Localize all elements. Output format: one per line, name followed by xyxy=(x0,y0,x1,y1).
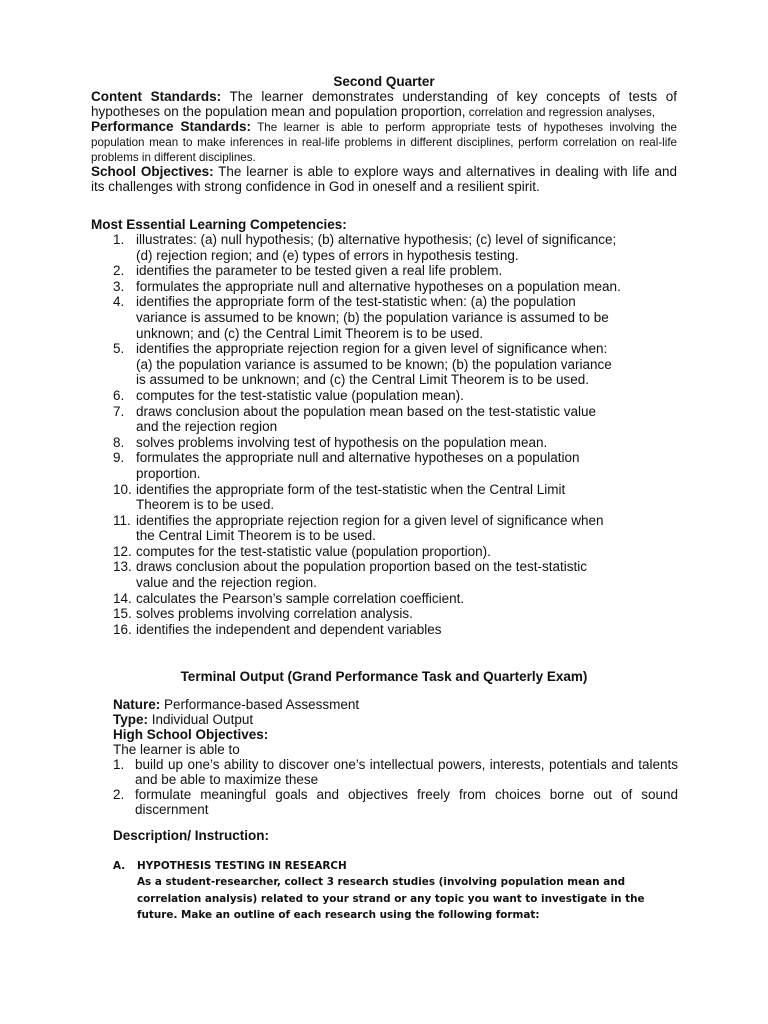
item-line: unknown; and (c) the Central Limit Theorem is to be used. xyxy=(136,325,484,341)
item-line: (a) the population variance is assumed to be known; (b) the population variance xyxy=(136,356,612,372)
item-line: Theorem is to be used. xyxy=(136,497,275,513)
item-line: computes for the test-statistic value (population proportion). xyxy=(136,543,491,559)
item-line: and the rejection region xyxy=(136,419,278,435)
item-number: 16. xyxy=(113,621,132,637)
melc-item xyxy=(91,482,691,513)
section-a xyxy=(113,858,673,923)
item-line: formulates the appropriate null and alternative hypotheses on a population mean. xyxy=(136,278,621,294)
hs-objectives-label: High School Objectives: xyxy=(113,727,269,742)
melc-item xyxy=(91,606,691,622)
nature-label: Nature: xyxy=(113,697,161,712)
item-line: solves problems involving test of hypothesis on the population mean. xyxy=(136,434,548,450)
content-standards-text: The learner demonstrates understanding of key concepts of tests of hypotheses on the population mean and population proportion, xyxy=(91,89,677,119)
content-standards-small-text: correlation and regression analyses, xyxy=(465,106,656,119)
melc-item xyxy=(91,435,691,451)
item-line: variance is assumed to be known; (b) the population variance is assumed to be xyxy=(136,309,609,325)
performance-standards xyxy=(91,119,677,164)
melc-item xyxy=(91,279,691,295)
melc-item xyxy=(91,341,691,388)
item-line: proportion. xyxy=(136,465,201,481)
item-line: calculates the Pearson’s sample correlation coefficient. xyxy=(136,590,465,606)
nature-value: Performance-based Assessment xyxy=(160,697,360,712)
item-number: 15. xyxy=(113,606,132,622)
item-number: 6. xyxy=(113,387,125,403)
melc-item xyxy=(91,404,691,435)
item-number: 5. xyxy=(113,341,125,357)
section-a-body: As a student-researcher, collect 3 research studies (involving population mean and correlation analysis) related to your strand or any topic you want to investigate in the future. Make an outline of each research using the following format: xyxy=(137,876,645,921)
item-line: illustrates: (a) null hypothesis; (b) alternative hypothesis; (c) level of significance; xyxy=(136,232,617,247)
item-number: 2. xyxy=(113,787,125,802)
item-line: solves problems involving correlation analysis. xyxy=(136,606,413,622)
melc-item xyxy=(91,232,691,263)
school-objectives xyxy=(91,164,677,194)
item-line: identifies the appropriate rejection region for a given level of significance when xyxy=(136,512,604,528)
melc-item xyxy=(91,513,691,544)
performance-standards-label: Performance Standards: xyxy=(91,119,251,134)
item-line: the Central Limit Theorem is to be used. xyxy=(136,528,376,544)
item-number: 1. xyxy=(113,232,125,247)
description-heading: Description/ Instruction: xyxy=(113,828,270,843)
task-details xyxy=(113,697,678,817)
melc-item xyxy=(91,294,691,341)
item-number: 4. xyxy=(113,294,125,310)
item-text: formulate meaningful goals and objectives freely from choices borne out of sound discernment xyxy=(135,787,678,817)
item-line: draws conclusion about the population proportion based on the test-statistic xyxy=(136,559,588,575)
melc-item xyxy=(91,559,691,590)
item-line: computes for the test-statistic value (population mean). xyxy=(136,387,464,403)
melc-heading: Most Essential Learning Competencies: xyxy=(91,217,347,232)
list-item xyxy=(113,787,678,817)
melc-list xyxy=(91,232,691,637)
item-number: 8. xyxy=(113,434,125,450)
type-line xyxy=(113,712,678,727)
item-line: formulates the appropriate null and alternative hypotheses on a population xyxy=(136,450,580,466)
standards-block xyxy=(91,89,677,194)
melc-item xyxy=(91,263,691,279)
item-line: value and the rejection region. xyxy=(136,575,317,591)
section-a-heading-line xyxy=(113,858,673,874)
content-standards xyxy=(91,89,677,119)
item-line: identifies the appropriate rejection region for a given level of significance when: xyxy=(136,341,608,357)
item-number: 13. xyxy=(113,559,132,575)
section-a-label: A. xyxy=(113,860,126,872)
item-number: 3. xyxy=(113,278,125,294)
item-number: 1. xyxy=(113,757,125,772)
item-number: 10. xyxy=(113,481,132,497)
item-number: 2. xyxy=(113,263,125,279)
school-objectives-label: School Objectives: xyxy=(91,164,214,179)
item-number: 14. xyxy=(113,590,132,606)
item-line: is assumed to be unknown; and (c) the Central Limit Theorem is to be used. xyxy=(136,372,589,388)
item-text: build up one’s ability to discover one’s intellectual powers, interests, potentials and talents and be able to maximize these xyxy=(135,757,678,787)
item-number: 7. xyxy=(113,403,125,419)
section-a-heading: HYPOTHESIS TESTING IN RESEARCH xyxy=(137,860,347,872)
melc-item xyxy=(91,450,691,481)
item-line: identifies the appropriate form of the test-statistic when the Central Limit xyxy=(136,481,566,497)
type-value: Individual Output xyxy=(148,712,254,727)
hs-objectives-list xyxy=(113,757,678,817)
melc-item xyxy=(91,388,691,404)
item-line: identifies the parameter to be tested given a real life problem. xyxy=(136,263,503,279)
melc-item xyxy=(91,591,691,607)
school-objectives-text: The learner is able to explore ways and alternatives in dealing with life and its challenges with strong confidence in God in oneself and a resilient spirit. xyxy=(91,164,677,194)
nature-line xyxy=(113,697,678,712)
item-line: draws conclusion about the population mean based on the test-statistic value xyxy=(136,403,597,419)
quarter-title: Second Quarter xyxy=(333,74,435,89)
item-number: 12. xyxy=(113,543,132,559)
melc-item xyxy=(91,544,691,560)
hs-objectives-intro: The learner is able to xyxy=(113,742,240,757)
performance-standards-text: The learner is able to perform appropriate tests of hypotheses involving the population mean to make inferences in real-life problems in different disciplines, perform correlation on real-life problems in different disciplines. xyxy=(91,121,677,164)
terminal-output-heading: Terminal Output (Grand Performance Task and Quarterly Exam) xyxy=(180,669,588,684)
content-standards-label: Content Standards: xyxy=(91,89,222,104)
item-line: identifies the appropriate form of the test-statistic when: (a) the population xyxy=(136,294,576,310)
melc-item xyxy=(91,622,691,638)
type-label: Type: xyxy=(113,712,149,727)
list-item xyxy=(113,757,678,787)
item-line: (d) rejection region; and (e) types of errors in hypothesis testing. xyxy=(136,247,519,263)
item-line: identifies the independent and dependent variables xyxy=(136,621,442,637)
item-number: 11. xyxy=(113,512,131,528)
item-number: 9. xyxy=(113,450,125,466)
